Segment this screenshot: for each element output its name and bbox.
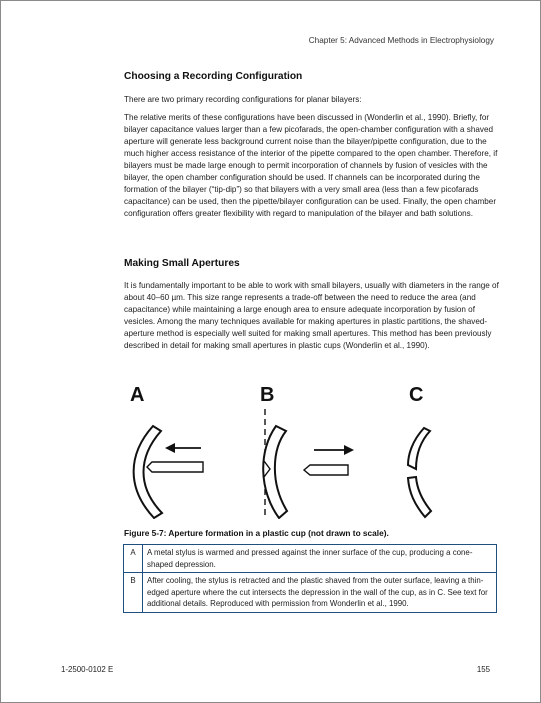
apertures-paragraph <box>124 280 500 352</box>
configuration-paragraph <box>124 112 500 220</box>
apertures-text: It is fundamentally important to be able to work with small bilayers, usually with diameters in the range of about 40–60 µm. This size range represents a trade-off between the need to reduce the area (and capacitance) while maintaining a large enough area to ensure adequate incorporation by fusion of vesicles. Among the many techniques available for making apertures in plastic partitions, the shaved-aperture method is especially well suited for making small apertures. This method has been previously described in detail for making small apertures in plastic cups (Wonderlin et al., 1990). <box>124 281 499 351</box>
cup-wall-c <box>408 428 431 517</box>
panel-label-b: B <box>260 384 275 406</box>
panel-label-c: C <box>409 384 424 406</box>
legend-key: B <box>124 573 143 613</box>
stylus-b <box>304 465 348 475</box>
running-header: Chapter 5: Advanced Methods in Electrophysiology <box>308 36 494 45</box>
legend-row <box>124 545 497 573</box>
page-number: 155 <box>476 665 490 674</box>
figure-caption: Figure 5-7: Aperture formation in a plastic cup (not drawn to scale). <box>124 528 389 538</box>
panel-label-a: A <box>130 384 145 406</box>
legend-text: After cooling, the stylus is retracted and the plastic shaved from the outer surface, leaving a thin-edged aperture where the cut intersects the depression in the wall of the cup, as in C. See text for additional details. Reproduced with permission from Wonderlin et al., 1990. <box>143 573 497 613</box>
section-heading-small-apertures: Making Small Apertures <box>124 258 240 269</box>
intro-paragraph <box>124 94 500 106</box>
legend-key: A <box>124 545 143 573</box>
legend-row <box>124 573 497 613</box>
figure-legend-table <box>123 544 497 613</box>
arrow-right-b <box>314 445 354 455</box>
document-number: 1-2500-0102 E <box>61 665 114 674</box>
section-heading-recording-configuration: Choosing a Recording Configuration <box>124 71 303 82</box>
cup-wall-b <box>263 426 287 518</box>
arrow-left-a <box>165 443 201 453</box>
intro-text: There are two primary recording configurations for planar bilayers: <box>124 95 362 104</box>
legend-text: A metal stylus is warmed and pressed against the inner surface of the cup, producing a cone-shaped depression. <box>143 545 497 573</box>
stylus-a <box>147 462 203 472</box>
configuration-text: The relative merits of these configurations have been discussed in (Wonderlin et al., 1990). Briefly, for bilayer capacitance values larger than a few picofarads, the open-chamber configuration with a shaved aperture will generate less background current noise than the bilayer/pipette configuration, due to the much higher access resistance of the interior of the pipette compared to the open chamber. Therefore, if bilayers must be made large enough to permit incorporation of channels by fusion of vesicles with the bilayer, the open chamber configuration should be used. If channels can be incorporated during the formation of the bilayer (“tip-dip”) so that bilayers with a very small area (less than a few picofarads capacitance) can be used, then the pipette/bilayer configuration can be used. Finally, the open chamber configuration offers greater flexibility with regard to manipulation of the bilayer and bath solutions. <box>124 113 498 219</box>
aperture-figure <box>124 379 454 519</box>
